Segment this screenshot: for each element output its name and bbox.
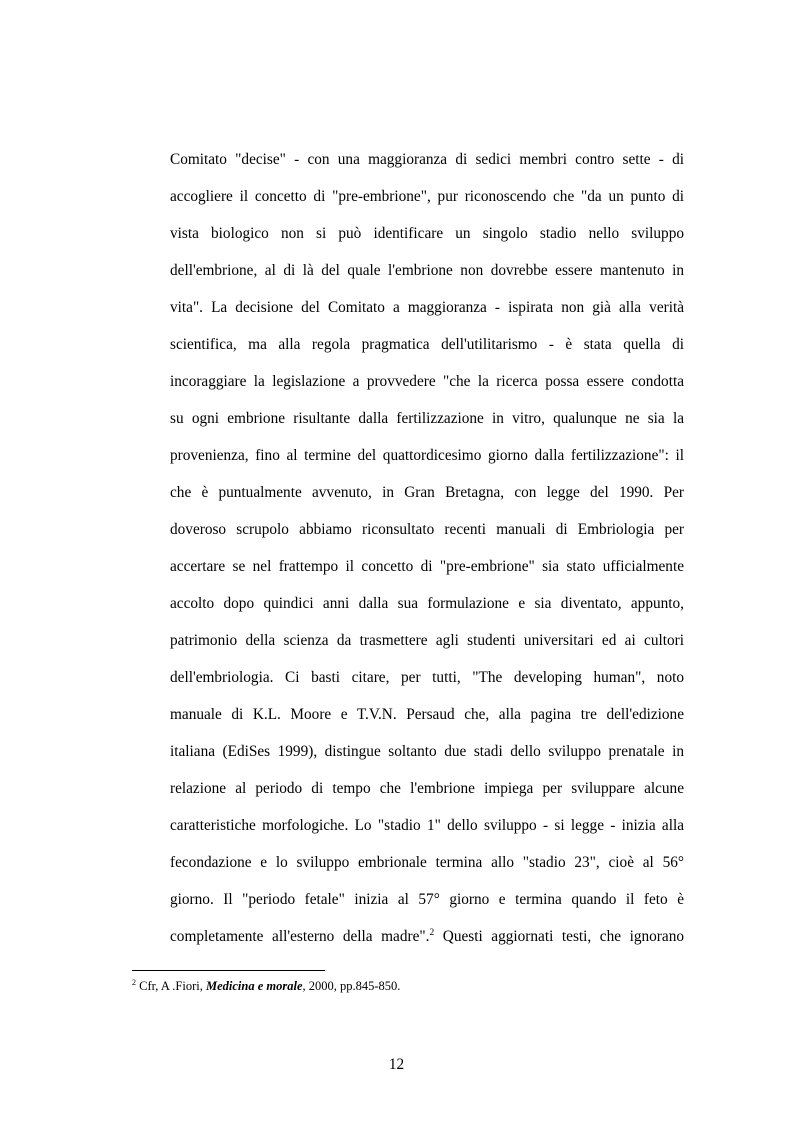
text-segment: Questi aggiornati testi, che ignorano xyxy=(434,928,684,945)
footnote-divider xyxy=(132,970,325,971)
text-line: vista biologico non si può identificare un singolo stadio nello sviluppo xyxy=(170,225,684,242)
body-text xyxy=(170,146,684,960)
text-line: doveroso scrupolo abbiamo riconsultato recenti manuali di Embriologia per xyxy=(170,521,684,538)
text-line: manuale di K.L. Moore e T.V.N. Persaud che, alla pagina tre dell'edizione xyxy=(170,706,684,723)
text-line-final xyxy=(170,923,684,960)
text-line: scientifica, ma alla regola pragmatica dell'utilitarismo - è stata quella di xyxy=(170,336,684,353)
text-line: Comitato "decise" - con una maggioranza di sedici membri contro sette - di xyxy=(170,151,684,168)
text-segment: completamente all'esterno della madre". xyxy=(170,928,430,945)
text-line: fecondazione e lo sviluppo embrionale termina allo "stadio 23", cioè al 56° xyxy=(170,854,684,871)
text-line: vita". La decisione del Comitato a maggioranza - ispirata non già alla verità xyxy=(170,299,684,316)
text-line: giorno. Il "periodo fetale" inizia al 57° giorno e termina quando il feto è xyxy=(170,891,684,908)
text-line: accogliere il concetto di "pre-embrione", pur riconoscendo che "da un punto di xyxy=(170,188,684,205)
text-line: dell'embrione, al di là del quale l'embrione non dovrebbe essere mantenuto in xyxy=(170,262,684,279)
page-number: 12 xyxy=(388,1056,405,1073)
text-line: che è puntualmente avvenuto, in Gran Bretagna, con legge del 1990. Per xyxy=(170,484,684,501)
text-line: relazione al periodo di tempo che l'embrione impiega per sviluppare alcune xyxy=(170,780,684,797)
footnote-number: 2 xyxy=(132,978,136,987)
text-line: patrimonio della scienza da trasmettere agli studenti universitari ed ai cultori xyxy=(170,632,684,649)
footnote xyxy=(132,978,400,994)
footnote-prefix: Cfr, A .Fiori, xyxy=(136,979,206,993)
text-line: accertare se nel frattempo il concetto di "pre-embrione" sia stato ufficialmente xyxy=(170,558,684,575)
text-line: incoraggiare la legislazione a provvedere "che la ricerca possa essere condotta xyxy=(170,373,684,390)
footnote-reference[interactable]: 2 xyxy=(429,928,435,938)
text-line: italiana (EdiSes 1999), distingue soltanto due stadi dello sviluppo prenatale in xyxy=(170,743,684,760)
footnote-work-title: Medicina e morale xyxy=(206,979,303,993)
text-line: su ogni embrione risultante dalla fertilizzazione in vitro, qualunque ne sia la xyxy=(170,410,684,427)
text-line: caratteristiche morfologiche. Lo "stadio 1" dello sviluppo - si legge - inizia alla xyxy=(170,817,684,834)
text-line: accolto dopo quindici anni dalla sua formulazione e sia diventato, appunto, xyxy=(170,595,684,612)
text-line: dell'embriologia. Ci basti citare, per tutti, "The developing human", noto xyxy=(170,669,684,686)
text-line: provenienza, fino al termine del quattordicesimo giorno dalla fertilizzazione": il xyxy=(170,447,684,464)
footnote-suffix: , 2000, pp.845-850. xyxy=(302,979,401,993)
